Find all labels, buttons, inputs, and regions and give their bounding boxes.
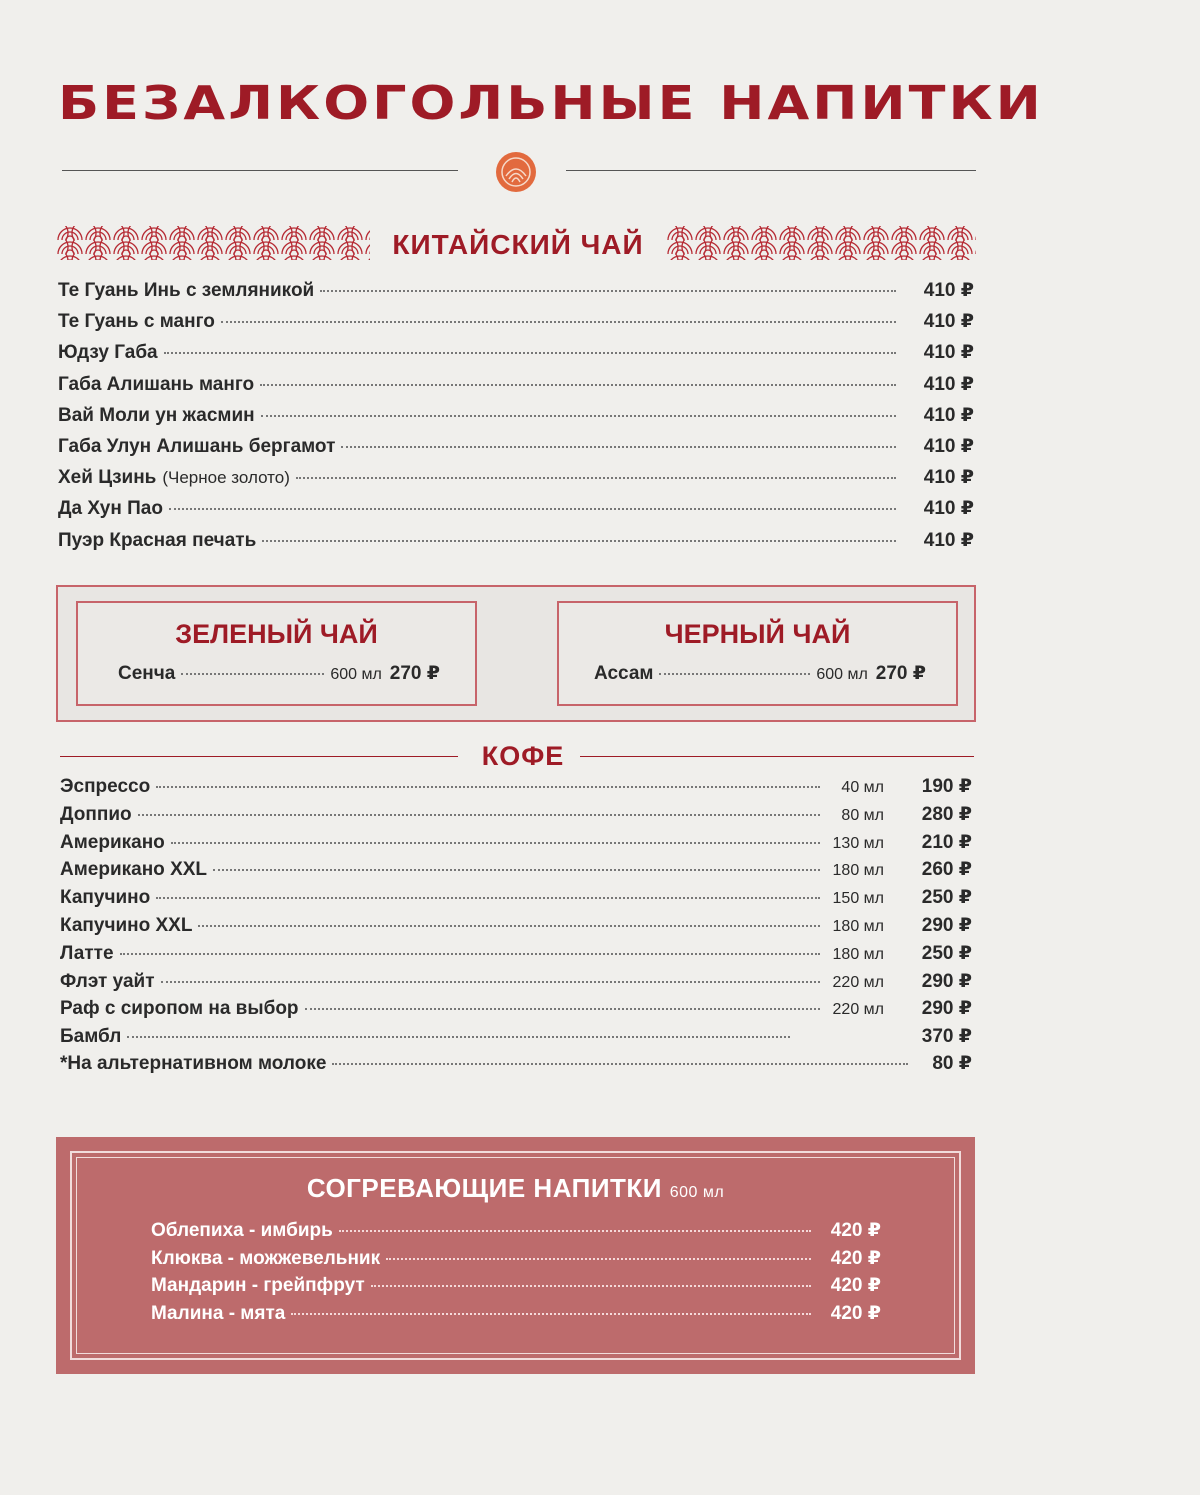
dot-leader [659, 673, 810, 675]
dot-leader [320, 290, 896, 292]
dot-leader [339, 1230, 811, 1232]
item-price: 410 ₽ [923, 498, 974, 519]
coffee-row [60, 886, 972, 909]
item-name: Юдзу Габа [58, 342, 158, 363]
tea-row [58, 497, 974, 520]
dot-leader [156, 897, 820, 899]
item-note: (Черное золото) [162, 468, 290, 487]
item-name: Латте [60, 943, 114, 964]
tea-row [58, 404, 974, 427]
item-name: Облепиха - имбирь [151, 1220, 333, 1241]
dot-leader [305, 1008, 820, 1010]
warming-title: СОГРЕВАЮЩИЕ НАПИТКИ [306, 1173, 662, 1203]
page-title: БЕЗАЛКОГОЛЬНЫЕ НАПИТКИ [58, 76, 1044, 130]
dot-leader [221, 321, 896, 323]
coffee-row [60, 970, 972, 993]
item-price: 420 ₽ [830, 1275, 881, 1296]
warming-row [151, 1247, 881, 1270]
item-price: 80 ₽ [932, 1053, 972, 1074]
item-name: Габа Улун Алишань бергамот [58, 436, 336, 457]
item-name: *На альтернативном молоке [60, 1053, 327, 1074]
black-tea-row [594, 662, 926, 685]
tea-row [58, 435, 974, 458]
dot-leader [213, 869, 820, 871]
item-name: Американо [60, 832, 165, 853]
item-price: 410 ₽ [923, 467, 974, 488]
black-tea-box [557, 601, 958, 706]
item-price: 410 ₽ [923, 405, 974, 426]
dot-leader [371, 1285, 811, 1287]
item-name: Капучино XXL [60, 915, 193, 936]
coffee-row [60, 858, 972, 881]
item-name: Бамбл [60, 1026, 122, 1047]
dot-leader [332, 1063, 908, 1065]
item-name: Флэт уайт [60, 971, 155, 992]
warming-row [151, 1302, 881, 1325]
item-volume: 130 мл [832, 835, 884, 852]
wave-pattern-left [56, 226, 370, 260]
item-price: 410 ₽ [923, 311, 974, 332]
dot-leader [260, 384, 896, 386]
item-volume: 150 мл [832, 890, 884, 907]
chinese-tea-heading: КИТАЙСКИЙ ЧАЙ [392, 229, 644, 260]
alt-milk-row [60, 1052, 972, 1075]
title-divider-right [566, 170, 976, 171]
item-volume: 80 мл [841, 807, 884, 824]
item-price: 260 ₽ [921, 859, 972, 880]
dot-leader [181, 673, 324, 675]
item-price: 290 ₽ [921, 971, 972, 992]
coffee-divider-left [60, 756, 458, 757]
dot-leader [291, 1313, 811, 1315]
item-name: Габа Алишань манго [58, 374, 255, 395]
item-price: 410 ₽ [923, 342, 974, 363]
item-volume: 600 мл [330, 666, 382, 683]
item-volume: 180 мл [832, 946, 884, 963]
item-name: Вай Моли ун жасмин [58, 405, 255, 426]
item-price: 270 ₽ [389, 663, 440, 684]
item-name: Малина - мята [151, 1303, 286, 1324]
item-price: 410 ₽ [923, 374, 974, 395]
tea-row [58, 341, 974, 364]
dot-leader [261, 415, 896, 417]
item-price: 410 ₽ [923, 280, 974, 301]
item-price: 250 ₽ [921, 887, 972, 908]
dot-leader [198, 925, 820, 927]
item-price: 250 ₽ [921, 943, 972, 964]
item-price: 280 ₽ [921, 804, 972, 825]
warming-volume: 600 мл [669, 1184, 725, 1201]
tea-row [58, 310, 974, 333]
item-price: 210 ₽ [921, 832, 972, 853]
tea-row [58, 373, 974, 396]
green-tea-heading: ЗЕЛЕНЫЙ ЧАЙ [175, 619, 378, 649]
green-tea-row [118, 662, 440, 685]
dot-leader [156, 786, 820, 788]
coffee-row [60, 775, 972, 798]
warming-row [151, 1219, 881, 1242]
title-divider-left [62, 170, 458, 171]
item-price: 190 ₽ [921, 776, 972, 797]
item-name: Доппио [60, 804, 132, 825]
item-volume: 180 мл [832, 918, 884, 935]
item-name: Клюква - можжевельник [151, 1248, 381, 1269]
item-volume: 220 мл [832, 1001, 884, 1018]
coffee-row [60, 803, 972, 826]
coffee-row [60, 831, 972, 854]
coffee-row [60, 914, 972, 937]
item-name: Да Хун Пао [58, 498, 163, 519]
black-tea-heading: ЧЕРНЫЙ ЧАЙ [664, 619, 851, 649]
warming-heading [70, 1173, 961, 1204]
warming-row [151, 1274, 881, 1297]
item-price: 270 ₽ [875, 663, 926, 684]
item-volume: 220 мл [832, 974, 884, 991]
dot-leader [169, 508, 896, 510]
dot-leader [127, 1036, 790, 1038]
dot-leader [262, 540, 896, 542]
item-name: Те Гуань Инь с земляникой [58, 280, 315, 301]
item-name: Раф с сиропом на выбор [60, 998, 299, 1019]
item-name: Ассам [594, 663, 654, 684]
coffee-divider-right [580, 756, 974, 757]
tea-row [58, 466, 974, 489]
item-volume: 40 мл [841, 779, 884, 796]
dot-leader [161, 981, 820, 983]
item-name: Пуэр Красная печать [58, 530, 257, 551]
dot-leader [386, 1258, 811, 1260]
item-volume: 600 мл [816, 666, 868, 683]
item-name: Хей Цзинь [58, 467, 157, 488]
tea-row [58, 279, 974, 302]
item-price: 420 ₽ [830, 1248, 881, 1269]
coffee-row [60, 1025, 972, 1048]
green-tea-box [76, 601, 477, 706]
item-price: 290 ₽ [921, 998, 972, 1019]
item-price: 370 ₽ [921, 1026, 972, 1047]
item-price: 420 ₽ [830, 1303, 881, 1324]
tea-row [58, 529, 974, 552]
dot-leader [341, 446, 896, 448]
logo-icon [496, 152, 536, 192]
coffee-row [60, 942, 972, 965]
dot-leader [138, 814, 820, 816]
item-name: Те Гуань с манго [58, 311, 215, 332]
dot-leader [120, 953, 820, 955]
item-name: Американо XXL [60, 859, 208, 880]
item-name: Мандарин - грейпфрут [151, 1275, 365, 1296]
wave-pattern-right [666, 226, 976, 260]
coffee-row [60, 997, 972, 1020]
dot-leader [171, 842, 820, 844]
coffee-heading: КОФЕ [481, 741, 565, 771]
item-price: 410 ₽ [923, 530, 974, 551]
item-price: 290 ₽ [921, 915, 972, 936]
item-price: 420 ₽ [830, 1220, 881, 1241]
dot-leader [164, 352, 896, 354]
dot-leader [296, 477, 896, 479]
item-name: Эспрессо [60, 776, 151, 797]
item-name: Сенча [118, 663, 176, 684]
item-volume: 180 мл [832, 862, 884, 879]
item-price: 410 ₽ [923, 436, 974, 457]
item-name: Капучино [60, 887, 151, 908]
